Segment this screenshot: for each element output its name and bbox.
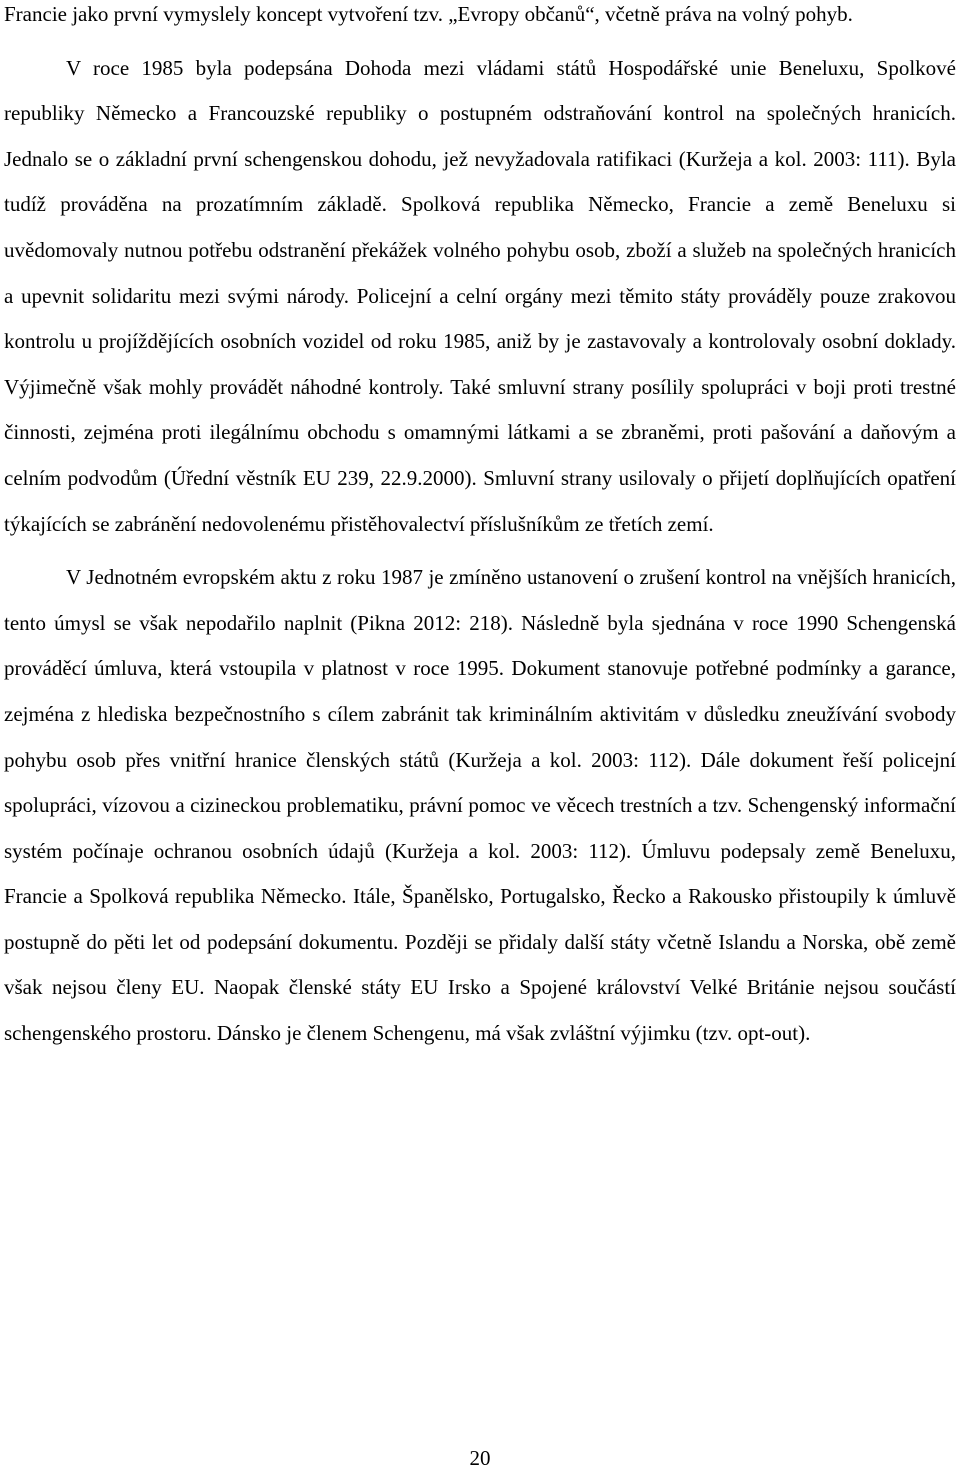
document-page [4,0,956,1057]
page-number: 20 [469,1446,491,1470]
paragraph-continuation: Francie jako první vymyslely koncept vytvoření tzv. „Evropy občanů“, včetně práva na volný pohyb. [4,2,853,26]
paragraph-gap [4,547,956,555]
paragraph-gap [4,38,956,46]
paragraph-schengen-agreement: V roce 1985 byla podepsána Dohoda mezi vládami států Hospodářské unie Beneluxu, Spolkové republiky Německo a Francouzské republiky o postupném odstraňování kontrol na společných hranicích. Jednalo se o základní první schengenskou dohodu, jež nevyžadovala ratifikaci (Kuržeja a kol. 2003: 111). Byla tudíž prováděna na prozatímním základě. Spolková republika Německo, Francie a země Beneluxu si uvědomovaly nutnou potřebu odstranění překážek volného pohybu osob, zboží a služeb na společných hranicích a upevnit solidaritu mezi svými národy. Policejní a celní orgány mezi těmito státy prováděly pouze zrakovou kontrolu u projíždějících osobních vozidel od roku 1985, aniž by je zastavovaly a kontrolovaly osobní doklady. Výjimečně však mohly provádět náhodné kontroly. Také smluvní strany posílily spolupráci v boji proti trestné činnosti, zejména proti ilegálnímu obchodu s omamnými látkami a se zbraněmi, proti pašování a daňovým a celním podvodům (Úřední věstník EU 239, 22.9.2000). Smluvní strany usilovaly o přijetí doplňujících opatření týkajících se zabránění nedovolenému přistěhovalectví příslušníkům ze třetích zemí. [4,55,956,536]
paragraph-implementing-convention: V Jednotném evropském aktu z roku 1987 je zmíněno ustanovení o zrušení kontrol na vnějších hranicích, tento úmysl se však nepodařilo naplnit (Pikna 2012: 218). Následně byla sjednána v roce 1990 Schengenská prováděcí úmluva, která vstoupila v platnost v roce 1995. Dokument stanovuje potřebné podmínky a garance, zejména z hlediska bezpečnostního s cílem zabránit tak kriminálním aktivitám v důsledku zneužívání svobody pohybu osob přes vnitřní hranice členských států (Kuržeja a kol. 2003: 112). Dále dokument řeší policejní spolupráci, vízovou a cizineckou problematiku, právní pomoc ve věcech trestních a tzv. Schengenský informační systém počínaje ochranou osobních údajů (Kuržeja a kol. 2003: 112). Úmluvu podepsaly země Beneluxu, Francie a Spolková republika Německo. Itále, Španělsko, Portugalsko, Řecko a Rakousko přistoupily k úmluvě postupně do pěti let od podepsání dokumentu. Později se přidaly další státy včetně Islandu a Norska, obě země však nejsou členy EU. Naopak členské státy EU Irsko a Spojené království Velké Británie nejsou součástí schengenského prostoru. Dánsko je členem Schengenu, má však zvláštní výjimku (tzv. opt-out). [4,565,956,1046]
